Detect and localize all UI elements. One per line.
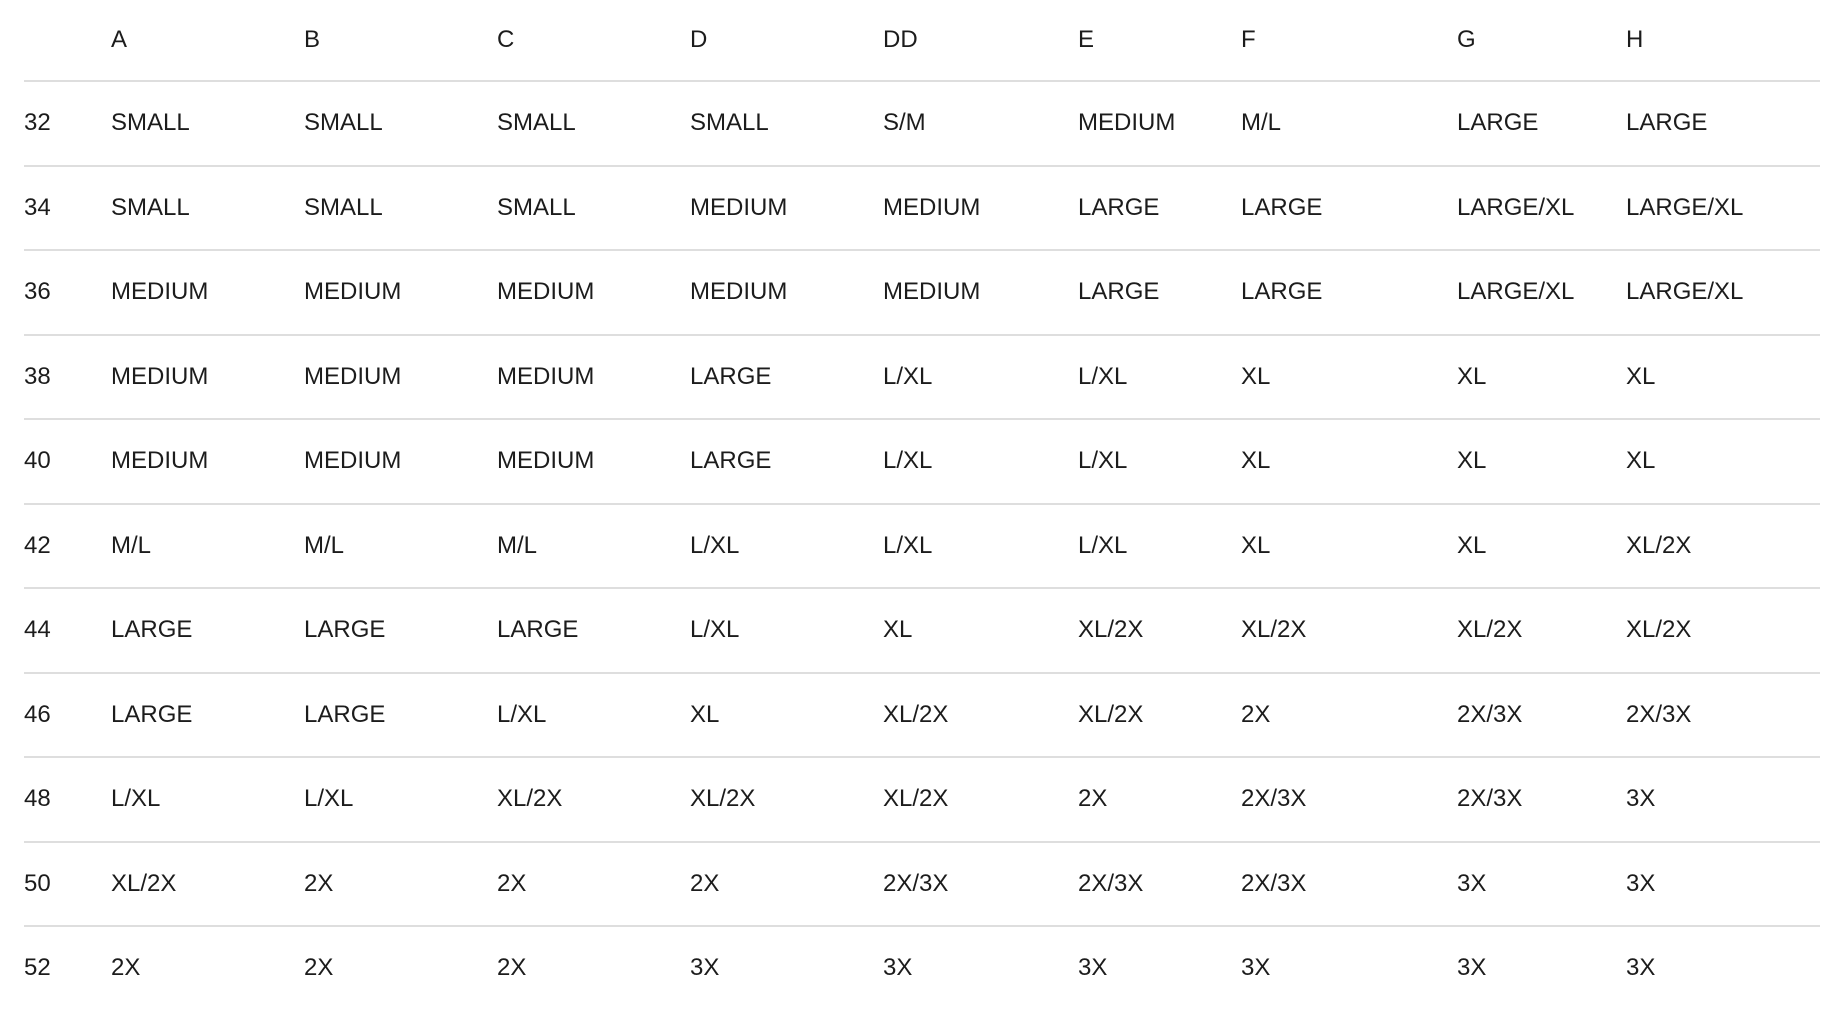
size-cell: M/L — [304, 504, 497, 589]
size-cell: XL — [1626, 335, 1820, 420]
size-cell: XL/2X — [1078, 673, 1241, 758]
cup-size-header: E — [1078, 0, 1241, 81]
size-cell: XL/2X — [883, 757, 1078, 842]
band-size-cell: 44 — [24, 588, 111, 673]
band-size-cell: 34 — [24, 166, 111, 251]
cup-size-header: D — [690, 0, 883, 81]
size-cell: 2X — [497, 954, 527, 982]
size-cell: XL/2X — [497, 757, 690, 842]
size-cell: LARGE — [1078, 250, 1241, 335]
size-cell: L/XL — [1078, 335, 1241, 420]
size-cell: LARGE — [111, 588, 304, 673]
size-cell: LARGE — [304, 673, 497, 758]
size-cell: 2X/3X — [1241, 757, 1457, 842]
size-cell: XL/2X — [1457, 588, 1626, 673]
size-cell: LARGE — [1241, 166, 1457, 251]
table-row — [24, 757, 1820, 842]
size-cell: M/L — [111, 504, 304, 589]
size-cell: LARGE — [1241, 250, 1457, 335]
size-cell: 2X/3X — [1078, 842, 1241, 927]
cup-size-header: A — [111, 0, 304, 81]
size-cell: L/XL — [1078, 419, 1241, 504]
size-cell: MEDIUM — [111, 250, 304, 335]
band-size-cell: 38 — [24, 335, 111, 420]
band-size-cell: 46 — [24, 673, 111, 758]
size-cell: LARGE — [1626, 81, 1820, 166]
table-row — [24, 926, 1820, 1010]
size-cell: M/L — [497, 504, 690, 589]
size-cell: SMALL — [111, 81, 304, 166]
size-cell: 2X — [304, 842, 497, 927]
size-cell: LARGE/XL — [1626, 250, 1820, 335]
size-cell: 2X/3X — [1626, 673, 1820, 758]
size-cell: MEDIUM — [1078, 81, 1241, 166]
size-cell: XL/2X — [1078, 588, 1241, 673]
size-cell: LARGE — [690, 335, 883, 420]
size-cell: XL — [1626, 419, 1820, 504]
band-size-cell: 50 — [24, 842, 111, 927]
size-cell: SMALL — [497, 166, 690, 251]
size-cell: 3X — [1626, 842, 1820, 927]
size-cell: 2X — [1241, 673, 1457, 758]
band-size-cell: 42 — [24, 504, 111, 589]
cup-size-header: B — [304, 0, 497, 81]
size-cell: LARGE/XL — [1457, 250, 1626, 335]
size-cell: L/XL — [883, 419, 1078, 504]
size-cell: XL — [690, 673, 883, 758]
size-cell: SMALL — [304, 166, 497, 251]
size-cell: XL — [1457, 504, 1626, 589]
size-cell: SMALL — [690, 81, 883, 166]
size-cell: XL — [1241, 504, 1457, 589]
size-cell: XL — [1457, 335, 1626, 420]
size-cell: LARGE — [1078, 166, 1241, 251]
size-cell: MEDIUM — [304, 335, 497, 420]
size-cell: L/XL — [690, 588, 883, 673]
header-row — [24, 0, 1820, 81]
band-size-cell: 32 — [24, 81, 111, 166]
size-cell: XL — [1241, 335, 1457, 420]
band-size-cell: 40 — [24, 419, 111, 504]
size-cell: MEDIUM — [883, 166, 1078, 251]
size-cell: LARGE — [111, 673, 304, 758]
band-size-cell: 52 — [24, 954, 51, 982]
size-cell: XL — [883, 588, 1078, 673]
size-cell: 3X — [690, 954, 720, 982]
size-cell: L/XL — [690, 504, 883, 589]
size-cell: MEDIUM — [690, 166, 883, 251]
size-cell: 2X — [497, 842, 690, 927]
size-cell: LARGE/XL — [1626, 166, 1820, 251]
size-cell: LARGE/XL — [1457, 166, 1626, 251]
size-cell: 3X — [1626, 954, 1656, 982]
cup-size-header: DD — [883, 0, 1078, 81]
size-cell: MEDIUM — [304, 419, 497, 504]
table-row — [24, 504, 1820, 589]
size-cell: LARGE — [1457, 81, 1626, 166]
size-cell: 2X — [1078, 757, 1241, 842]
table-row — [24, 166, 1820, 251]
size-cell: L/XL — [883, 335, 1078, 420]
size-cell: 2X — [304, 954, 334, 982]
size-cell: LARGE — [304, 588, 497, 673]
table-row — [24, 250, 1820, 335]
size-cell: XL — [1457, 419, 1626, 504]
size-cell: XL/2X — [1626, 588, 1820, 673]
table-row — [24, 419, 1820, 504]
size-cell: XL/2X — [1626, 504, 1820, 589]
size-cell: SMALL — [304, 81, 497, 166]
table-row — [24, 81, 1820, 166]
table-row — [24, 842, 1820, 927]
size-chart-table — [24, 0, 1820, 1010]
size-cell: L/XL — [304, 757, 497, 842]
size-cell: 2X/3X — [1457, 757, 1626, 842]
size-cell: 3X — [1078, 954, 1108, 982]
size-cell: S/M — [883, 81, 1078, 166]
size-cell: 2X — [690, 842, 883, 927]
size-cell: 2X — [111, 954, 141, 982]
size-cell: SMALL — [497, 81, 690, 166]
size-cell: MEDIUM — [497, 250, 690, 335]
size-cell: 3X — [1241, 954, 1271, 982]
cup-size-header: G — [1457, 0, 1626, 81]
size-cell: L/XL — [883, 504, 1078, 589]
size-cell: XL — [1241, 419, 1457, 504]
size-cell: MEDIUM — [497, 419, 690, 504]
size-cell: 3X — [883, 954, 913, 982]
size-cell: MEDIUM — [111, 335, 304, 420]
band-size-header — [24, 0, 111, 81]
size-cell: 3X — [1626, 757, 1820, 842]
size-cell: LARGE — [497, 588, 690, 673]
band-size-cell: 48 — [24, 757, 111, 842]
size-cell: SMALL — [111, 166, 304, 251]
size-cell: XL/2X — [1241, 588, 1457, 673]
table-body — [24, 81, 1820, 1010]
cup-size-header: C — [497, 0, 690, 81]
table-row — [24, 335, 1820, 420]
size-cell: LARGE — [690, 419, 883, 504]
size-cell: XL/2X — [883, 673, 1078, 758]
size-cell: 2X/3X — [1457, 673, 1626, 758]
table-header — [24, 0, 1820, 81]
size-cell: MEDIUM — [304, 250, 497, 335]
size-cell: MEDIUM — [690, 250, 883, 335]
size-cell: XL/2X — [111, 842, 304, 927]
size-cell: 2X/3X — [883, 842, 1078, 927]
size-cell: 3X — [1457, 954, 1487, 982]
cup-size-header: H — [1626, 0, 1820, 81]
size-cell: MEDIUM — [883, 250, 1078, 335]
size-cell: MEDIUM — [111, 419, 304, 504]
size-cell: MEDIUM — [497, 335, 690, 420]
table-row — [24, 588, 1820, 673]
size-cell: 2X/3X — [1241, 842, 1457, 927]
band-size-cell: 36 — [24, 250, 111, 335]
table-row — [24, 673, 1820, 758]
size-cell: L/XL — [111, 757, 304, 842]
cup-size-header: F — [1241, 0, 1457, 81]
size-cell: 3X — [1457, 842, 1626, 927]
size-cell: XL/2X — [690, 757, 883, 842]
size-cell: L/XL — [1078, 504, 1241, 589]
size-cell: L/XL — [497, 673, 690, 758]
size-cell: M/L — [1241, 81, 1457, 166]
